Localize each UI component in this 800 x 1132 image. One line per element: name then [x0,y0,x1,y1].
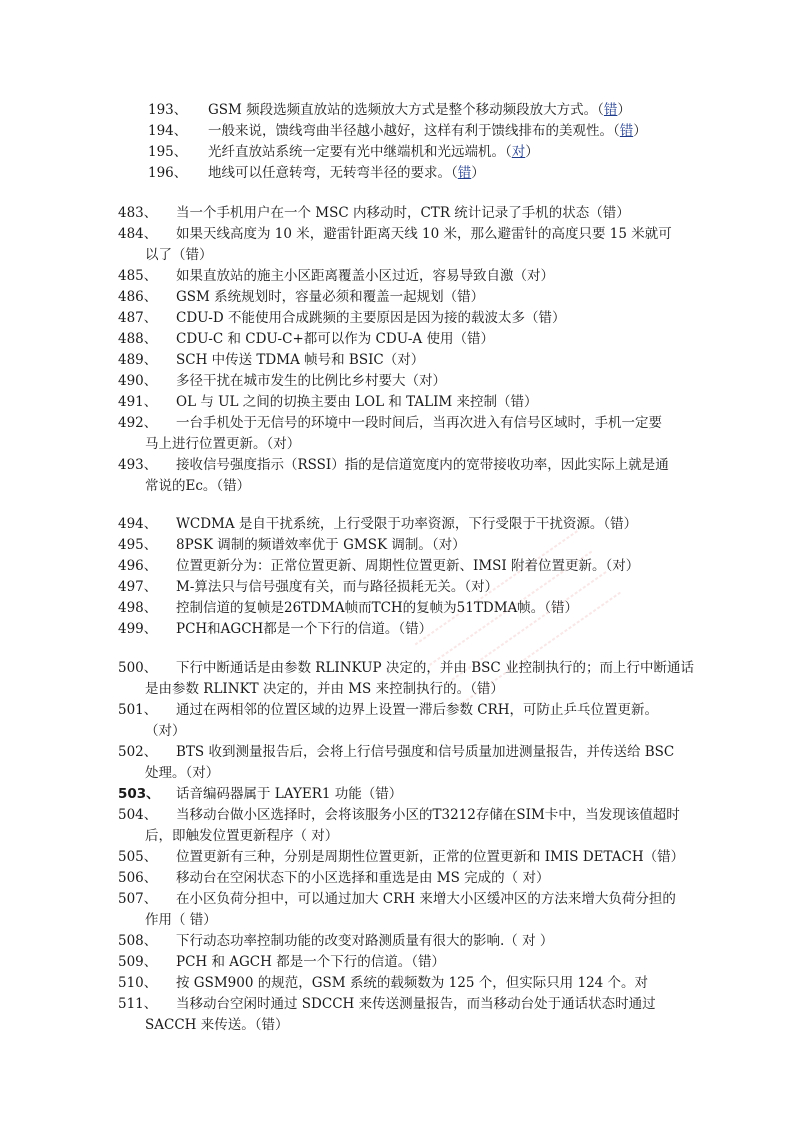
item-text: PCH 和 AGCH 都是一个下行的信道。（错） [176,954,445,970]
item-text: 当一个手机用户在一个 MSC 内移动时，CTR 统计记录了手机的状态（错） [176,205,630,221]
item-text: 地线可以任意转弯，无转弯半径的要求。（错） [208,165,485,181]
item-number: 483、 [118,205,158,221]
item-number: 509、 [118,954,158,970]
item-text: 如果直放站的施主小区距离覆盖小区过近，容易导致自激（对） [176,268,554,284]
item-text: 移动台在空闲状态下的小区选择和重选是由 MS 完成的（ 对） [176,870,550,886]
item-number: 507、 [118,891,158,907]
item-number: 485、 [118,268,158,284]
item-number: 493、 [118,457,158,473]
item-text: 控制信道的复帧是26TDMA帧而TCH的复帧为51TDMA帧。（错） [176,600,579,616]
item-number: 489、 [118,352,158,368]
item-text-continued: 后，即触发位置更新程序（ 对） [145,828,339,844]
item-number: 510、 [118,975,158,991]
item-text: 下行动态功率控制功能的改变对路测质量有很大的影响.（ 对 ） [176,933,554,949]
item-number: 484、 [118,226,158,242]
answer-mark: 错 [457,165,472,181]
item-number: 498、 [118,600,158,616]
item-number: 506、 [118,870,158,886]
item-text: 一台手机处于无信号的环境中一段时间后，当再次进入有信号区域时，手机一定要 [176,415,662,431]
item-number: 504、 [118,807,158,823]
item-number: 194、 [148,123,188,139]
item-text-continued: 处理。（对） [145,765,220,781]
item-number: 503、 [118,786,160,802]
item-number: 486、 [118,289,158,305]
item-text: 8PSK 调制的频谱效率优于 GMSK 调制。（对） [176,537,466,553]
item-text: 当移动台空闲时通过 SDCCH 来传送测量报告，而当移动台处于通话状态时通过 [176,996,656,1012]
item-text-continued: 常说的Ec。（错） [145,478,251,494]
item-number: 195、 [148,144,188,160]
item-text: 在小区负荷分担中，可以通过加大 CRH 来增大小区缓冲区的方法来增大负荷分担的 [176,891,676,907]
item-text-continued: SACCH 来传送。（错） [145,1017,289,1033]
item-text-continued: 作用（ 错） [145,912,217,928]
item-number: 505、 [118,849,158,865]
item-number: 488、 [118,331,158,347]
item-number: 487、 [118,310,158,326]
item-text: 接收信号强度指示（RSSI）指的是信道宽度内的宽带接收功率，因此实际上就是通 [176,457,669,473]
item-number: 500、 [118,660,158,676]
item-text: BTS 收到测量报告后，会将上行信号强度和信号质量加进测量报告，并传送给 BSC [176,744,675,760]
item-number: 502、 [118,744,158,760]
item-number: 496、 [118,558,158,574]
item-text: 位置更新分为：正常位置更新、周期性位置更新、IMSI 附着位置更新。（对） [176,558,640,574]
item-text: PCH和AGCH都是一个下行的信道。（错） [176,621,433,637]
item-text: 通过在两相邻的位置区域的边界上设置一滞后参数 CRH，可防止乒乓位置更新。 [176,702,659,718]
item-text: 当移动台做小区选择时，会将该服务小区的T3212存储在SIM卡中，当发现该值超时 [176,807,680,823]
item-number: 492、 [118,415,158,431]
item-number: 495、 [118,537,158,553]
item-number: 497、 [118,579,158,595]
item-number: 193、 [148,102,188,118]
item-text: 光纤直放站系统一定要有光中继端机和光远端机。（对） [208,144,539,160]
item-text: 按 GSM900 的规范，GSM 系统的载频数为 125 个，但实际只用 124 个。对 [176,975,649,991]
answer-mark: 错 [603,102,618,118]
item-text: SCH 中传送 TDMA 帧号和 BSIC（对） [176,352,425,368]
item-text-continued: （对） [145,723,186,739]
item-number: 494、 [118,516,158,532]
item-text-continued: 以了（错） [145,247,213,263]
item-number: 499、 [118,621,158,637]
item-number: 501、 [118,702,158,718]
answer-mark: 错 [619,123,634,139]
item-text: GSM 频段选频直放站的选频放大方式是整个移动频段放大方式。（错） [208,102,631,118]
item-number: 196、 [148,165,188,181]
item-text: M-算法只与信号强度有关，而与路径损耗无关。（对） [176,579,499,595]
item-text: WCDMA 是自干扰系统，上行受限于功率资源，下行受限于干扰资源。（错） [176,516,638,532]
item-text: OL 与 UL 之间的切换主要由 LOL 和 TALIM 来控制（错） [176,394,538,410]
item-text: 位置更新有三种，分别是周期性位置更新，正常的位置更新和 IMIS DETACH（错） [176,849,685,865]
item-text: GSM 系统规划时，容量必须和覆盖一起规划（错） [176,289,485,305]
item-text: 话音编码器属于 LAYER1 功能（错） [176,786,403,802]
item-text: 多径干扰在城市发生的比例比乡村要大（对） [176,373,446,389]
item-text: CDU-C 和 CDU-C+都可以作为 CDU-A 使用（错） [176,331,494,347]
item-text-continued: 是由参数 RLINKT 决定的，并由 MS 来控制执行的。（错） [145,681,504,697]
item-number: 490、 [118,373,158,389]
item-number: 511、 [118,996,158,1012]
item-text: 下行中断通话是由参数 RLINKUP 决定的，并由 BSC 业控制执行的；而上行中断通话 [176,660,695,676]
item-text-continued: 马上进行位置更新。（对） [145,436,301,452]
item-text: CDU-D 不能使用合成跳频的主要原因是因为接的载波太多（错） [176,310,566,326]
answer-mark: 对 [511,144,526,160]
item-text: 如果天线高度为 10 米，避雷针距离天线 10 米，那么避雷针的高度只要 15 米就可 [176,226,672,242]
item-text: 一般来说，馈线弯曲半径越小越好，这样有利于馈线排布的美观性。（错） [208,123,647,139]
item-number: 508、 [118,933,158,949]
item-number: 491、 [118,394,158,410]
